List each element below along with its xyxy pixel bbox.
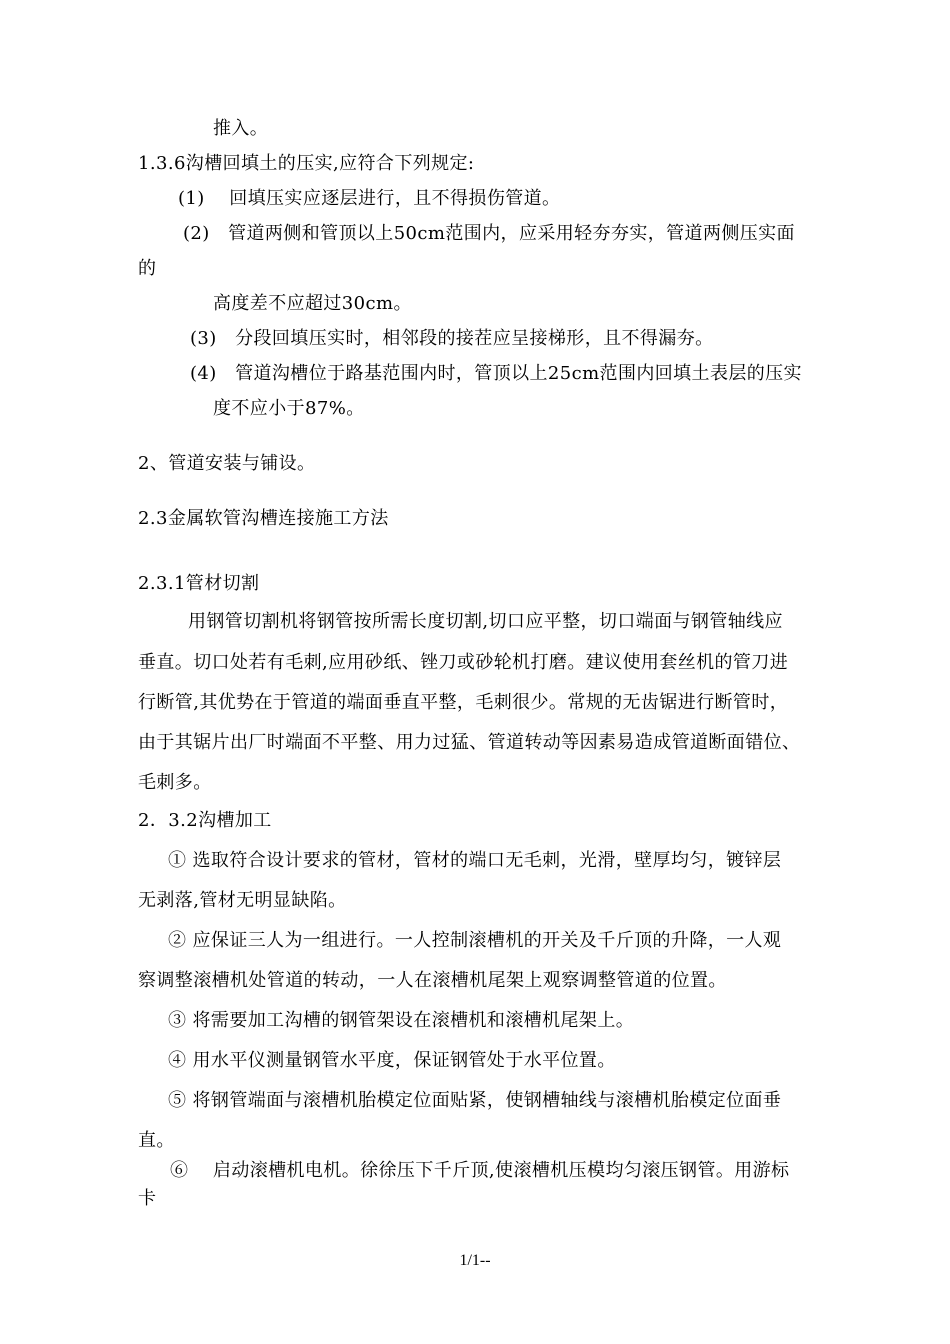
- text-line: 卡: [138, 1188, 157, 1209]
- text-line: 推入。: [213, 118, 269, 139]
- text-line: 垂直。切口处若有毛刺,应用砂纸、锉刀或砂轮机打磨。建议使用套丝机的管刀进: [138, 652, 789, 673]
- text-line: 度不应小于87%。: [213, 398, 365, 419]
- text-line: ② 应保证三人为一组进行。一人控制滚槽机的开关及千斤顶的升降，一人观: [168, 930, 782, 951]
- text-line: (4) 管道沟槽位于路基范围内时，管顶以上25cm范围内回填土表层的压实: [190, 363, 802, 384]
- text-line: 行断管,其优势在于管道的端面垂直平整，毛刺很少。常规的无齿锯进行断管时，: [138, 692, 789, 713]
- text-line: 的: [138, 258, 157, 279]
- section-heading: 1.3.6沟槽回填土的压实,应符合下列规定:: [138, 153, 475, 174]
- text-line: 毛刺多。: [138, 772, 212, 793]
- page-number: 1/1--: [459, 1252, 491, 1269]
- text-line: (1) 回填压实应逐层进行，且不得损伤管道。: [178, 188, 561, 209]
- text-line: ④ 用水平仪测量钢管水平度，保证钢管处于水平位置。: [168, 1050, 616, 1071]
- text-line: 用钢管切割机将钢管按所需长度切割,切口应平整，切口端面与钢管轴线应: [188, 611, 783, 632]
- text-line: (3) 分段回填压实时，相邻段的接茬应呈接梯形，且不得漏夯。: [190, 328, 714, 349]
- text-line: ⑥ 启动滚槽机电机。徐徐压下千斤顶,使滚槽机压模均匀滚压钢管。用游标: [170, 1160, 790, 1181]
- section-heading: 2．3.2沟槽加工: [138, 810, 272, 831]
- section-heading: 2、管道安装与铺设。: [138, 453, 316, 474]
- text-line: 高度差不应超过30cm。: [213, 293, 412, 314]
- section-heading: 2.3金属软管沟槽连接施工方法: [138, 508, 389, 529]
- text-line: 察调整滚槽机处管道的转动，一人在滚槽机尾架上观察调整管道的位置。: [138, 970, 727, 991]
- text-line: 无剥落,管材无明显缺陷。: [138, 890, 347, 911]
- text-line: ③ 将需要加工沟槽的钢管架设在滚槽机和滚槽机尾架上。: [168, 1010, 635, 1031]
- text-line: ① 选取符合设计要求的管材，管材的端口无毛刺，光滑，壁厚均匀，镀锌层: [168, 850, 782, 871]
- text-line: 直。: [138, 1130, 175, 1151]
- text-line: 由于其锯片出厂时端面不平整、用力过猛、管道转动等因素易造成管道断面错位、: [138, 732, 801, 753]
- text-line: (2) 管道两侧和管顶以上50cm范围内，应采用轻夯夯实，管道两侧压实面: [183, 223, 795, 244]
- text-line: ⑤ 将钢管端面与滚槽机胎模定位面贴紧，使钢槽轴线与滚槽机胎模定位面垂: [168, 1090, 782, 1111]
- section-heading: 2.3.1管材切割: [138, 573, 260, 594]
